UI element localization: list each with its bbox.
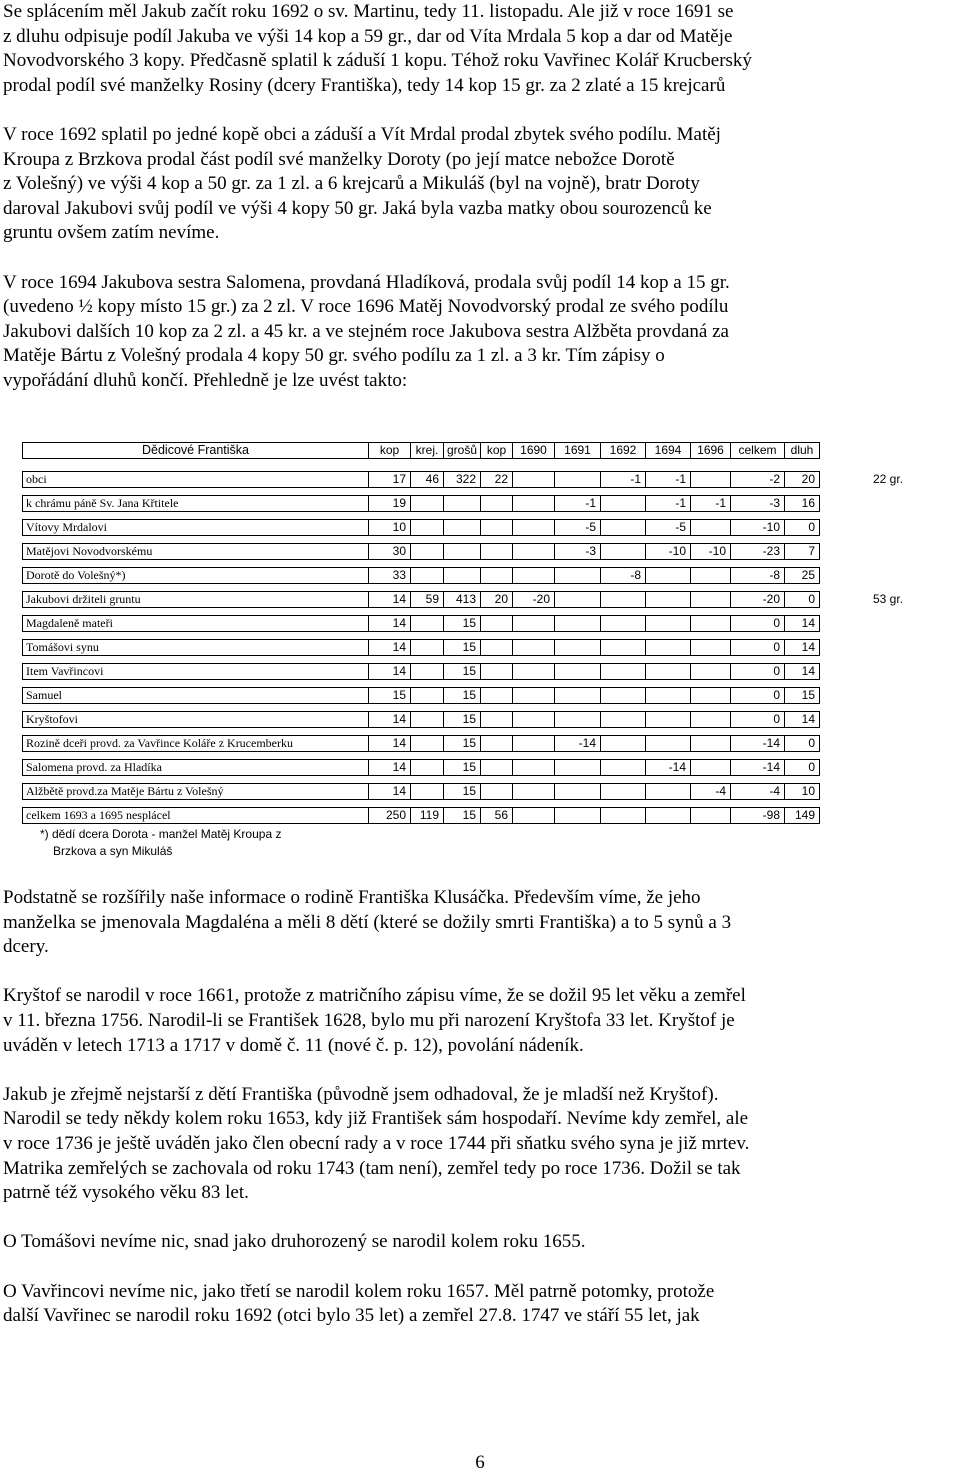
table-cell — [690, 615, 731, 632]
table-cell — [600, 615, 646, 632]
table-cell: 33 — [368, 567, 411, 584]
table-cell: 14 — [368, 591, 411, 608]
table-cell: 14 — [368, 759, 411, 776]
table-cell — [554, 567, 601, 584]
table-cell — [645, 783, 691, 800]
bottom-text-line: uváděn v letech 1713 a 1717 v domě č. 11 (nové č. p. 12), povolání nádeník. — [3, 1034, 584, 1056]
table-cell — [690, 639, 731, 656]
table-cell — [690, 519, 731, 536]
paragraph-gap — [3, 1255, 955, 1280]
paragraph-gap — [3, 1058, 955, 1083]
table-cell — [600, 543, 646, 560]
table-cell — [443, 567, 481, 584]
table-cell: 14 — [784, 639, 820, 656]
table-cell — [645, 615, 691, 632]
heir-name-cell: Vítovy Mrdalovi — [22, 519, 369, 536]
table-cell — [443, 495, 481, 512]
table-header-row — [22, 442, 922, 459]
table-cell: -1 — [645, 471, 691, 488]
table-cell — [554, 639, 601, 656]
heir-name-cell: Samuel — [22, 687, 369, 704]
table-header-cell: 1691 — [554, 442, 601, 459]
table-cell — [410, 687, 444, 704]
row-note: 22 gr. — [873, 472, 904, 486]
table-row — [22, 711, 922, 728]
table-cell: 14 — [368, 615, 411, 632]
table-cell: -20 — [512, 591, 555, 608]
table-cell: 14 — [368, 663, 411, 680]
top-text-line: z dluhu odpisuje podíl Jakuba ve výši 14 kop a 59 gr., dar od Víta Mrdala 5 kop a dar od Matěje — [3, 25, 733, 47]
table-cell: 15 — [368, 687, 411, 704]
row-note: 53 gr. — [873, 592, 904, 606]
table-cell: -3 — [730, 495, 785, 512]
table-cell: -10 — [730, 519, 785, 536]
table-cell — [410, 759, 444, 776]
table-header-cell: 1694 — [645, 442, 691, 459]
table-cell — [512, 495, 555, 512]
table-cell: 119 — [410, 807, 444, 824]
top-text-line: V roce 1692 splatil po jedné kopě obci a záduší a Vít Mrdal prodal zbytek svého podílu. Matěj — [3, 123, 721, 145]
table-cell — [554, 711, 601, 728]
bottom-text-line: Kryštof se narodil v roce 1661, protože z matričního zápisu víme, že se dožil 95 let věku a zemřel — [3, 985, 746, 1007]
table-cell — [410, 639, 444, 656]
table-cell: 7 — [784, 543, 820, 560]
table-cell: 16 — [784, 495, 820, 512]
table-cell: 25 — [784, 567, 820, 584]
table-cell — [480, 759, 513, 776]
table-cell — [480, 567, 513, 584]
table-cell — [554, 783, 601, 800]
table-cell: 20 — [480, 591, 513, 608]
bottom-text-line: O Vavřincovi nevíme nic, jako třetí se narodil kolem roku 1657. Měl patrně potomky, protože — [3, 1280, 715, 1302]
heir-name-cell: Kryštofovi — [22, 711, 369, 728]
table-cell: 14 — [368, 711, 411, 728]
top-text-line: V roce 1694 Jakubova sestra Salomena, provdaná Hladíková, prodala svůj podíl 14 kop a 15 gr. — [3, 271, 730, 293]
table-cell — [645, 663, 691, 680]
table-cell: -14 — [645, 759, 691, 776]
table-row — [22, 783, 922, 800]
top-text-line: Kroupa z Brzkova prodal část podíl své manželky Doroty (po její matce nebožce Dorotě — [3, 148, 675, 170]
paragraph-gap — [3, 1206, 955, 1231]
table-cell — [410, 567, 444, 584]
table-cell — [480, 663, 513, 680]
table-row — [22, 687, 922, 704]
bottom-text-line: Matrika zemřelých se zachovala od roku 1743 (tam není), zemřel tedy po roce 1736. Dožil se tak — [3, 1157, 741, 1179]
table-cell — [600, 807, 646, 824]
table-header-cell: celkem — [730, 442, 785, 459]
bottom-text-line: v roce 1736 je ještě uváděn jako člen obecní rady a v roce 1744 při sňatku svého syna je již mrtev. — [3, 1132, 750, 1154]
heir-name-cell: obci — [22, 471, 369, 488]
table-cell: 250 — [368, 807, 411, 824]
table-cell — [690, 687, 731, 704]
heir-name-cell: Item Vavřincovi — [22, 663, 369, 680]
top-text-line: z Volešný) ve výši 4 kop a 50 gr. za 1 zl. a 6 krejcarů a Mikuláš (byl na vojně), bratr Doroty — [3, 173, 700, 195]
heir-name-cell: Tomášovi synu — [22, 639, 369, 656]
table-cell — [645, 687, 691, 704]
table-cell: 20 — [784, 471, 820, 488]
heir-name-cell: k chrámu páně Sv. Jana Křtitele — [22, 495, 369, 512]
table-cell: 30 — [368, 543, 411, 560]
table-cell — [480, 615, 513, 632]
table-cell: 0 — [784, 591, 820, 608]
table-cell: -8 — [600, 567, 646, 584]
table-header-cell: 1690 — [512, 442, 555, 459]
table-cell: 10 — [784, 783, 820, 800]
table-cell: -14 — [730, 759, 785, 776]
table-cell: -10 — [645, 543, 691, 560]
bottom-text-line: další Vavřinec se narodil roku 1692 (otci bylo 35 let) a zemřel 27.8. 1747 ve stáří 55 let, jak — [3, 1305, 700, 1327]
table-cell: -23 — [730, 543, 785, 560]
bottom-text-line: O Tomášovi nevíme nic, snad jako druhorozený se narodil kolem roku 1655. — [3, 1231, 586, 1253]
top-text-line: Jakubovi dalších 10 kop za 2 zl. a 45 kr. a ve stejném roce Jakubova sestra Alžběta provdaná za — [3, 320, 729, 342]
table-cell: -1 — [600, 471, 646, 488]
table-cell — [480, 495, 513, 512]
table-cell — [512, 471, 555, 488]
table-cell — [443, 543, 481, 560]
table-cell: 15 — [443, 639, 481, 656]
table-cell — [645, 567, 691, 584]
table-cell: 15 — [443, 663, 481, 680]
top-text-line: Matěje Bártu z Volešný prodala 4 kopy 50 gr. svého podílu za 1 zl. a 3 kr. Tím zápisy o — [3, 345, 665, 367]
table-cell — [645, 639, 691, 656]
bottom-text-line: dcery. — [3, 936, 49, 958]
table-cell: -4 — [730, 783, 785, 800]
table-cell — [410, 543, 444, 560]
table-row — [22, 567, 922, 584]
bottom-text-line: patrně též vysokého věku 83 let. — [3, 1182, 249, 1204]
table-cell: 56 — [480, 807, 513, 824]
table-cell — [512, 519, 555, 536]
table-cell: -10 — [690, 543, 731, 560]
table-cell: 17 — [368, 471, 411, 488]
footnote-line-1: *) dědí dcera Dorota - manžel Matěj Kroupa z — [40, 827, 282, 841]
bottom-text-line: Narodil se tedy někdy kolem roku 1653, kdy již František sám hospodaří. Nevíme kdy zemřel, ale — [3, 1108, 749, 1130]
table-cell: -14 — [730, 735, 785, 752]
table-cell — [512, 639, 555, 656]
table-cell — [480, 783, 513, 800]
table-cell — [480, 639, 513, 656]
table-cell: 22 — [480, 471, 513, 488]
table-cell — [690, 471, 731, 488]
bottom-text-line: Jakub je zřejmě nejstarší z dětí Františka (původně jsem odhadoval, že je mladší než Kryštof). — [3, 1083, 719, 1105]
table-row — [22, 591, 922, 608]
table-cell — [600, 639, 646, 656]
table-cell — [554, 807, 601, 824]
paragraph-gap — [3, 246, 955, 271]
table-cell — [645, 711, 691, 728]
table-cell — [554, 615, 601, 632]
table-row — [22, 615, 922, 632]
table-footnote — [40, 826, 281, 860]
bottom-text-line: v 11. března 1756. Narodil-li se František 1628, bylo mu při narození Kryštofa 33 let. Kryštof je — [3, 1009, 735, 1031]
table-cell: -5 — [645, 519, 691, 536]
table-cell — [600, 711, 646, 728]
top-text-line: (uvedeno ½ kopy místo 15 gr.) za 2 zl. V roce 1696 Matěj Novodvorský prodal ze svého podílu — [3, 296, 729, 318]
top-text-line: Se splácením měl Jakub začít roku 1692 o sv. Martinu, tedy 11. listopadu. Ale již v roce 1691 se — [3, 1, 734, 22]
table-cell — [554, 687, 601, 704]
table-header-cell: kop — [480, 442, 513, 459]
table-row — [22, 495, 922, 512]
table-cell: 0 — [784, 519, 820, 536]
table-cell: 14 — [368, 783, 411, 800]
table-cell — [600, 735, 646, 752]
table-cell — [410, 519, 444, 536]
heir-name-cell: celkem 1693 a 1695 nesplácel — [22, 807, 369, 824]
table-cell — [410, 615, 444, 632]
table-cell — [512, 783, 555, 800]
table-cell: -5 — [554, 519, 601, 536]
table-header-cell: grošů — [443, 442, 481, 459]
table-cell: -3 — [554, 543, 601, 560]
table-cell: 15 — [443, 711, 481, 728]
table-cell: 14 — [368, 639, 411, 656]
top-text-line: prodal podíl své manželky Rosiny (dcery Františka), tedy 14 kop 15 gr. za 2 zlaté a 15 krejcarů — [3, 74, 726, 96]
table-row — [22, 663, 922, 680]
table-cell: 59 — [410, 591, 444, 608]
table-cell — [554, 591, 601, 608]
table-cell: 15 — [443, 687, 481, 704]
paragraph-gap — [3, 960, 955, 985]
table-cell — [690, 759, 731, 776]
bottom-text-line: Podstatně se rozšířily naše informace o rodině Františka Klusáčka. Především víme, že jeho — [3, 887, 701, 908]
table-cell — [690, 711, 731, 728]
heir-name-cell: Salomena provd. za Hladíka — [22, 759, 369, 776]
table-cell — [645, 807, 691, 824]
top-text-line: gruntu ovšem zatím nevíme. — [3, 222, 220, 244]
table-cell — [480, 687, 513, 704]
table-cell — [512, 735, 555, 752]
table-row — [22, 543, 922, 560]
table-cell: -2 — [730, 471, 785, 488]
table-cell — [690, 567, 731, 584]
table-cell: 149 — [784, 807, 820, 824]
heir-name-cell: Magdaleně mateři — [22, 615, 369, 632]
table-cell — [480, 735, 513, 752]
table-cell: 15 — [443, 807, 481, 824]
table-cell: -1 — [554, 495, 601, 512]
table-header-cell: kop — [368, 442, 411, 459]
table-cell: 14 — [368, 735, 411, 752]
heir-name-cell: Rozině dceři provd. za Vavřince Koláře z Krucemberku — [22, 735, 369, 752]
table-row — [22, 639, 922, 656]
table-cell — [645, 591, 691, 608]
table-cell: 14 — [784, 711, 820, 728]
table-cell — [554, 663, 601, 680]
table-cell — [480, 711, 513, 728]
table-cell — [410, 711, 444, 728]
table-cell — [600, 687, 646, 704]
table-cell — [410, 783, 444, 800]
table-cell: 0 — [730, 687, 785, 704]
table-cell: 15 — [784, 687, 820, 704]
table-header-cell: 1696 — [690, 442, 731, 459]
heir-name-cell: Matějovi Novodvorskému — [22, 543, 369, 560]
table-cell: 0 — [730, 615, 785, 632]
table-cell: 14 — [784, 663, 820, 680]
bottom-text-line: manželka se jmenovala Magdaléna a měli 8 dětí (které se dožily smrti Františka) a to 5 synů a 3 — [3, 911, 732, 933]
table-cell: -98 — [730, 807, 785, 824]
table-cell: 0 — [784, 759, 820, 776]
table-cell: 10 — [368, 519, 411, 536]
table-cell: -8 — [730, 567, 785, 584]
table-cell: -1 — [645, 495, 691, 512]
table-cell — [600, 759, 646, 776]
table-cell — [554, 759, 601, 776]
bottom-text-block — [3, 886, 955, 1329]
table-row — [22, 759, 922, 776]
table-cell: 413 — [443, 591, 481, 608]
table-cell — [480, 543, 513, 560]
table-cell: 15 — [443, 759, 481, 776]
table-cell — [512, 687, 555, 704]
top-text-line: vypořádání dluhů končí. Přehledně je lze uvést takto: — [3, 369, 408, 391]
table-cell — [600, 783, 646, 800]
table-cell — [512, 711, 555, 728]
top-text-line: Novodvorského 3 kopy. Předčasně splatil k záduší 1 kopu. Téhož roku Vavřinec Kolář Krucberský — [3, 50, 752, 72]
table-cell — [480, 519, 513, 536]
table-cell: 0 — [730, 639, 785, 656]
table-cell: 19 — [368, 495, 411, 512]
table-row — [22, 471, 922, 488]
table-header-cell: 1692 — [600, 442, 646, 459]
table-cell: 46 — [410, 471, 444, 488]
table-cell — [690, 807, 731, 824]
table-cell — [690, 591, 731, 608]
table-cell: 0 — [730, 663, 785, 680]
table-cell: -1 — [690, 495, 731, 512]
table-header-cell: krej. — [410, 442, 444, 459]
table-cell: 15 — [443, 783, 481, 800]
table-row — [22, 735, 922, 752]
table-cell — [600, 519, 646, 536]
table-cell — [512, 543, 555, 560]
table-cell — [512, 615, 555, 632]
table-cell — [512, 759, 555, 776]
table-cell — [512, 567, 555, 584]
table-row — [22, 519, 922, 536]
table-cell: 14 — [784, 615, 820, 632]
heir-name-cell: Alžbětě provd.za Matěje Bártu z Volešný — [22, 783, 369, 800]
table-cell — [410, 663, 444, 680]
table-cell — [410, 495, 444, 512]
top-text-block — [3, 0, 955, 394]
table-cell — [600, 495, 646, 512]
table-cell: -14 — [554, 735, 601, 752]
heir-name-cell: Jakubovi držiteli gruntu — [22, 591, 369, 608]
table-cell: -20 — [730, 591, 785, 608]
top-text-line: daroval Jakubovi svůj podíl ve výši 4 kopy 50 gr. Jaká byla vazba matky obou sourozenců ke — [3, 197, 712, 219]
table-cell — [690, 735, 731, 752]
table-cell — [600, 663, 646, 680]
table-header-cell: Dědicové Františka — [22, 442, 369, 459]
table-cell — [645, 735, 691, 752]
table-cell — [512, 807, 555, 824]
table-cell — [512, 663, 555, 680]
table-cell: 322 — [443, 471, 481, 488]
table-cell — [554, 471, 601, 488]
table-cell: 0 — [784, 735, 820, 752]
table-cell — [690, 663, 731, 680]
table-cell — [410, 735, 444, 752]
table-cell — [443, 519, 481, 536]
table-cell: 15 — [443, 615, 481, 632]
footnote-line-2: Brzkova a syn Mikuláš — [53, 844, 173, 858]
table-cell — [600, 591, 646, 608]
paragraph-gap — [3, 98, 955, 123]
table-row — [22, 807, 922, 824]
heir-name-cell: Dorotě do Volešný*) — [22, 567, 369, 584]
table-header-cell: dluh — [784, 442, 820, 459]
table-cell: -4 — [690, 783, 731, 800]
table-cell: 15 — [443, 735, 481, 752]
table-cell: 0 — [730, 711, 785, 728]
page-number: 6 — [475, 1452, 485, 1473]
